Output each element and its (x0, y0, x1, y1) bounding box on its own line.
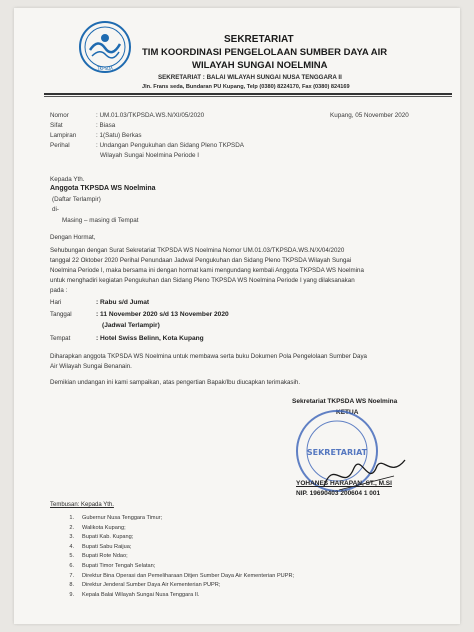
perihal-value: : Undangan Pengukuhan dan Sidang Pleno TKPSDA (96, 142, 244, 149)
signatory-nip: NIP. 19690403 200604 1 001 (296, 490, 381, 497)
para1-line2: tanggal 22 Oktober 2020 Perihal Penundaan Jadwal Pengukuhan dan Sidang Pleno TKPSDA Wilayah Sungai (50, 257, 352, 264)
stamp-text: SEKRETARIAT (306, 448, 368, 457)
org-line2: TIM KOORDINASI PENGELOLAAN SUMBER DAYA AIR (142, 47, 388, 58)
tanggal-label: Tanggal (50, 311, 72, 318)
greeting: Dengan Hormat, (50, 234, 96, 241)
jadwal-note: (Jadwal Terlampir) (102, 322, 160, 329)
signature-org: Sekretariat TKPSDA WS Noelmina (292, 398, 398, 405)
cc-label: Tembusan: Kepada Yth. (50, 502, 114, 508)
para2-line1: Diharapkan anggota TKPSDA WS Noelmina untuk membawa serta buku Dokumen Pola Pengelolaan Sumber Daya (50, 353, 367, 360)
cc-list (60, 514, 294, 600)
para1-line4: untuk menghadiri kegiatan Pengukuhan dan Sidang Pleno TKPSDA WS Noelmina Periode I yang dilaksanakan (50, 277, 355, 284)
list-item: 1. Gubernur Nusa Tenggara Timur; (69, 515, 163, 521)
list-item: 8. Direktur Jenderal Sumber Daya Air Kementerian PUPR; (69, 582, 221, 589)
to-di: di- (52, 206, 59, 213)
sifat-label: Sifat (50, 122, 63, 129)
list-item: 4. Bupati Sabu Raijua; (69, 543, 132, 550)
para2-line2: Air Wilayah Sungai Benanain. (50, 363, 132, 370)
lampiran-label: Lampiran (50, 132, 77, 139)
to-note: (Daftar Terlampir) (52, 196, 101, 203)
tempat-value: : Hotel Swiss Belinn, Kota Kupang (96, 335, 204, 342)
tanggal-value: : 11 November 2020 s/d 13 November 2020 (96, 311, 229, 318)
org-line4: SEKRETARIAT : BALAI WILAYAH SUNGAI NUSA TENGGARA II (158, 74, 342, 81)
to-place: Masing – masing di Tempat (62, 217, 139, 224)
signature-title: KETUA (336, 409, 359, 416)
para3: Demikian undangan ini kami sampaikan, atas pengertian Bapak/Ibu diucapkan terimakasih. (50, 379, 301, 386)
org-line1: SEKRETARIAT (224, 34, 294, 45)
letter-date: Kupang, 05 November 2020 (330, 112, 409, 119)
sifat-value: : Biasa (96, 122, 116, 129)
para1-line3: Noelmina Periode I, maka bersama ini dengan hormat kami mengundang kembali Anggota TKPSDA WS Noelmina (50, 267, 364, 274)
header-rule-thin (44, 96, 452, 97)
logo-text: TKPSDA (97, 66, 113, 71)
org-address: Jln. Frans seda, Bundaran PU Kupang, Telp (0380) 8224170, Fax (0380) 824169 (142, 84, 350, 90)
hari-label: Hari (50, 299, 62, 306)
to-label: Kepada Yth. (50, 176, 85, 183)
org-line3: WILAYAH SUNGAI NOELMINA (192, 60, 328, 71)
lampiran-value: : 1(Satu) Berkas (96, 132, 142, 139)
list-item: 9. Kepala Balai Wilayah Sungai Nusa Tenggara II. (69, 591, 200, 598)
hari-value: : Rabu s/d Jumat (96, 299, 150, 306)
header-rule (44, 93, 452, 95)
list-item: 7. Direktur Bina Operasi dan Pemeliharaan Ditjen Sumber Daya Air Kementerian PUPR; (69, 572, 295, 579)
list-item: 5. Bupati Rote Ndao; (69, 553, 128, 560)
perihal-label: Perihal (50, 142, 70, 149)
nomor-value: : UM.01.03/TKPSDA.WS.N/XI/05/2020 (96, 112, 205, 119)
tkpsda-logo (78, 20, 132, 74)
to-name: Anggota TKPSDA WS Noelmina (50, 185, 156, 192)
nomor-label: Nomor (50, 112, 69, 119)
tempat-label: Tempat (50, 335, 71, 342)
para1-line5: pada : (50, 287, 68, 294)
list-item: 6. Bupati Timor Tengah Selatan; (69, 562, 156, 569)
letter-page (14, 8, 460, 624)
perihal-value-2: Wilayah Sungai Noelmina Periode I (100, 152, 200, 159)
para1-line1: Sehubungan dengan Surat Sekretariat TKPSDA WS Noelmina Nomor UM.01.03/TKPSDA.WS.N/X/04/2020 (50, 247, 345, 254)
list-item: 3. Bupati Kab. Kupang; (69, 534, 134, 541)
signatory-name: YOHANES HARAPAN, ST., M.SI (296, 480, 392, 487)
list-item: 2. Walikota Kupang; (69, 524, 126, 531)
